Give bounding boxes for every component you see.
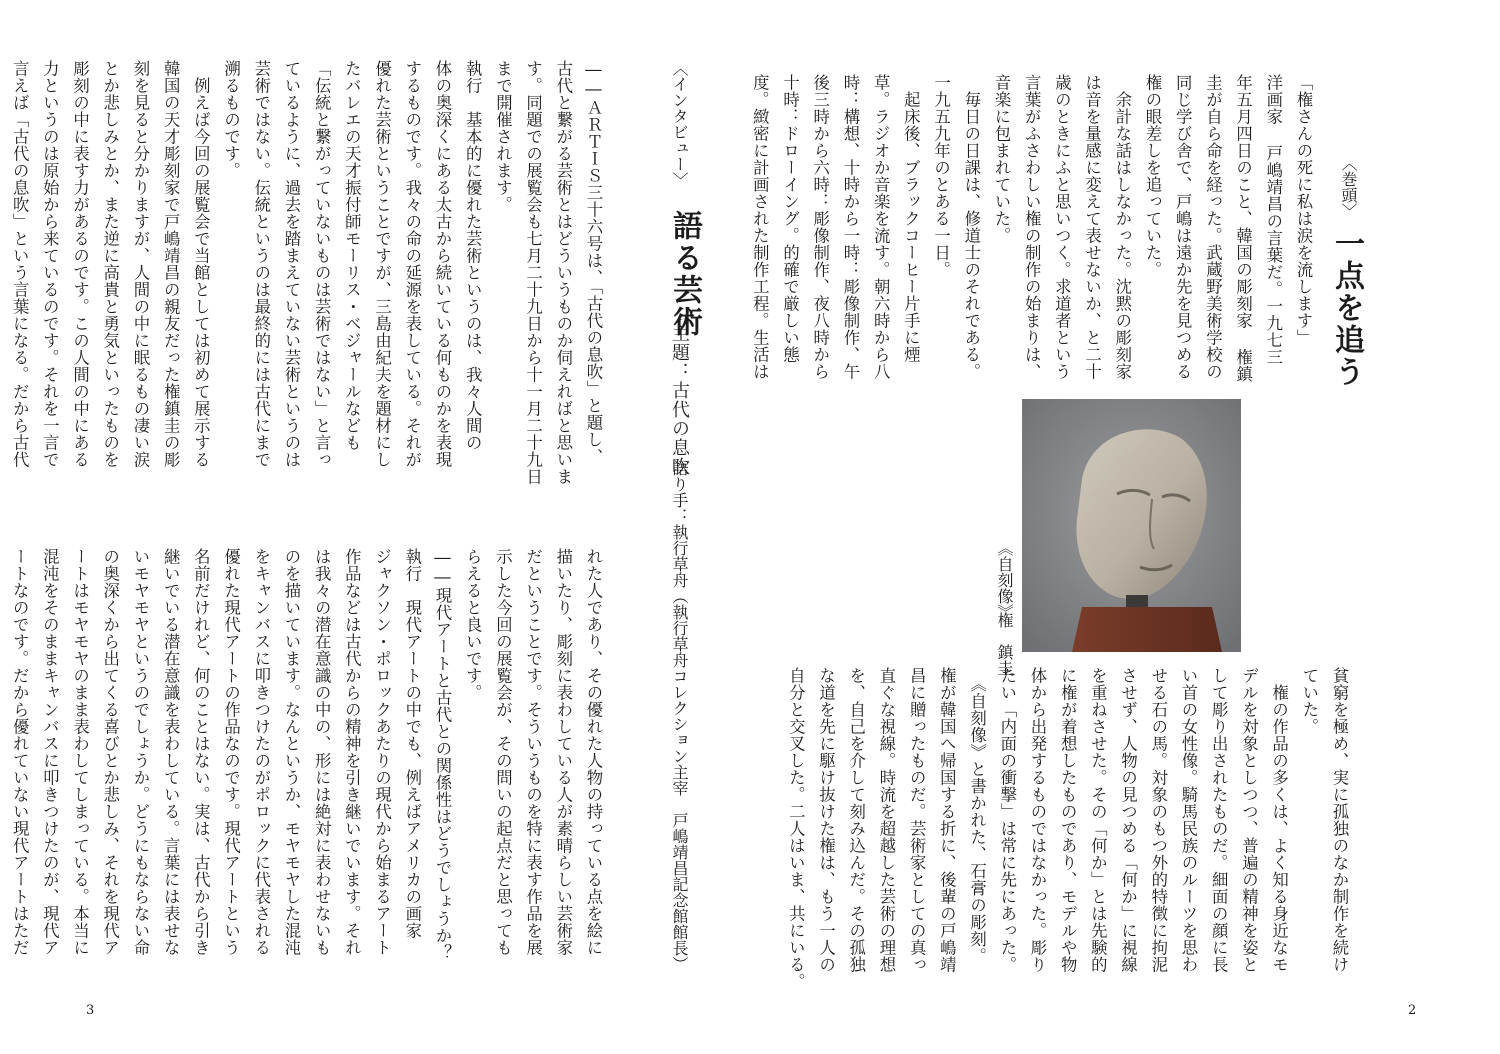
right-page-title: 一点を追う [1329,228,1364,388]
interview-tag: 〈インタビュー〉 [670,60,689,188]
right-article-column-upper: 「権さんの死に私は涙を流します」 洋画家 戸嶋靖昌の言葉だ。一九七三 年五月四日のこと、韓国の彫刻家 権鎮 圭が自ら命を経った。武蔵野美術学校の 同じ学び舎で、戸嶋は遠か先を見つめる 権の眼差しを追っていた。 余計な話はしなかった。沈黙の彫刻家 は音を量感に変えて表せないか、と二十 歳のときにふと思いつく。求道者という 言葉がふさわしい権の制作の始まりは、 音楽に包まれていた。 毎日の日課は、修道士のそれである。 一九五九年のとある一日。 起床後、ブラックコーヒー片手に煙 草。ラジオか音楽を流す。朝六時から八 時：構想、十時から一時：彫像制作、午 後三時から六時：彫像制作、夜八時から 十時：ドローイング。的確で厳しい態 度。緻密に計画された制作工程。生活は [750,74,1313,383]
interview-theme: 主題：古代の息吹 [669,324,690,476]
sculpture-caption-title: 《自刻像》 [995,540,1014,620]
self-portrait-sculpture-photo [1022,399,1241,652]
page-number-right: 2 [1408,1003,1417,1018]
sculpture-caption-artist: 権 鎮圭 [995,612,1014,676]
kanto-tag: 〈巻頭〉 [1339,155,1358,219]
interview-column-lower: れた人であり、その優れた人物の持っている点を絵に 描いたり、彫刻に表わしている人が素晴らしい芸術家 だということです。そういうものを特に表す作品を展 示した今回の展覧会が、その問いの起点だと思っても らえると良いです。 ――現代アートと古代との関係性はどうでしょうか？ 執行 現代アートの中でも、例えばアメリカの画家 ジャクソン・ポロックあたりの現代から始まるアート 作品などは古代からの精神を引き継いでいます。それ は我々の潜在意識の中の、形には絶対に表わせないも のを描いています。なんというか、モヤモヤした混沌 をキャンバスに叩きつけたのがポロックに代表される 優れた現代アートの作品なのです。現代アートという 名前だけれど、何のことはない。実は、古代から引き 継いでいる潜在意識を表わしている。言葉には表せな いモヤモヤというのでしょうか。どうにもならない命 の奥深くから出てくる喜びとか悲しみ、それを現代ア ートはモヤモヤのまま表わしてしまっている。本当に 混沌をそのままキャンバスに叩きつけたのが、現代ア ートなのです。だから優れていない現代アートはただ [10,548,603,962]
page-number-left: 3 [86,1003,95,1018]
left-page-title: 語る芸術 [667,210,702,338]
interview-speaker: 語り手：執行草舟（執行草舟コレクション主宰 戸嶋靖昌記念館館長） [670,460,689,972]
right-article-column-lower: 貧窮を極め、実に孤独のなか制作を続け ていた。 権の作品の多くは、よく知る身近なモ デルを対象としつつ、普遍の精神を姿と して彫り出されたものだ。細面の顔に長 い首の女性像。騎馬民族のルーツを思わ せる石の馬。対象のもつ外的特徴に拘泥 させず、人物の見つめる「何か」に視線 を重ねさせた。その「何か」とは先験的 に権が着想したものであり、モデルや物 体から出発するものではなかった。彫り たい「内面の衝撃」は常に先にあった。 《自刻像》と書かれた、石膏の彫刻。 権が韓国へ帰国する折に、後輩の戸嶋靖 昌に贈ったものだ。芸術家としての真っ 直ぐな視線。時流を超越した芸術の理想 を、自己を介して刻み込んだ。その孤独 な道を先に駆け抜けた権は、もう一人の 自分と交叉した。二人はいま、共にいる。 [786,667,1349,990]
interview-column-upper: ――ＡＲＴＩＳ三十六号は、「古代の息吹」と題し、 古代と繋がる芸術とはどういうものか伺えればと思いま す。同題での展覧会も七月二十九日から十一月二十九日 まで開催されます。 執行 基本的に優れた芸術というのは、我々人間の 体の奥深くにある太古から続いている何ものかを表現 するものです。我々の命の延源を表している。それが 優れた芸術ということですが、三島由紀夫を題材にし たバレエの天才振付師モーリス・ベジャールなども 「伝統と繋がっていないものは芸術ではない」と言っ ているように、過去を踏まえていない芸術というのは 芸術ではない。伝統というのは最終的には古代にまで 溯るものです。 例えば今回の展覧会で当館としては初めて展示する 韓国の天才彫刻家で戸嶋靖昌の親友だった権鎮圭の彫 刻を見ると分かりますが、人間の中に眠るもの凄い涙 とか悲しみとか、また逆に高貴と勇気といったものを 彫刻の中に表す力があるのです。この人間の中にある 力というのは原始から来ているのです。それを一言で 言えば「古代の息吹」という言葉になる。だから古代 [10,60,603,485]
